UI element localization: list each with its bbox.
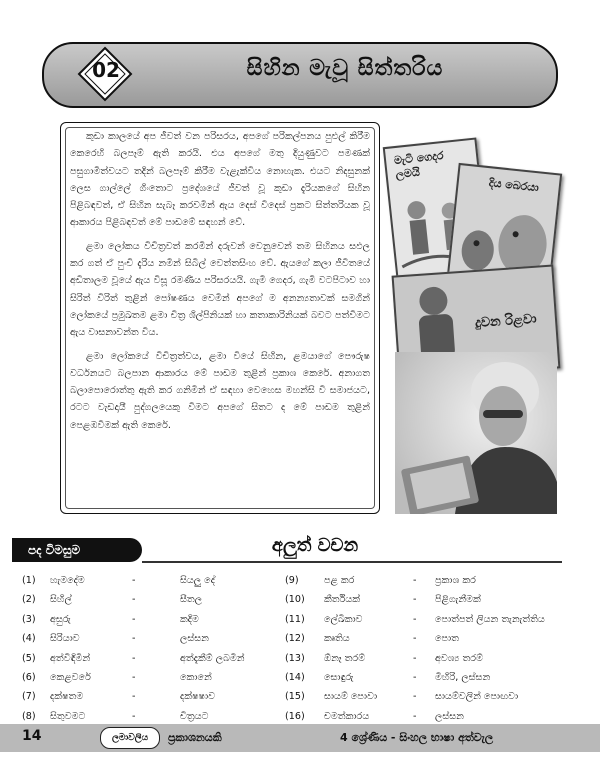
glossary-dash: - [413, 710, 417, 722]
glossary-dash: - [413, 594, 417, 606]
glossary-word: අත්විඳිමින් [50, 652, 91, 664]
glossary-meaning: චිත්‍රයට [180, 710, 209, 722]
glossary-dash: - [132, 671, 136, 683]
glossary-meaning: සියලු දේ [180, 575, 215, 586]
glossary-row [22, 590, 292, 609]
glossary-meaning: සීතල [180, 594, 203, 606]
glossary-meaning: පොත්පත් ලියන තැනැත්තිය [435, 613, 545, 625]
book-cover-2-title: දිය බෙරයා [488, 176, 540, 195]
glossary-row [22, 610, 292, 629]
glossary-dash: - [132, 652, 136, 664]
glossary-dash: - [413, 652, 417, 664]
grade-subject: 4 ශ්‍රේණිය - සිංහල භාෂා අත්වැල [340, 731, 494, 744]
glossary-num: (12) [285, 633, 305, 645]
glossary-num: (6) [22, 671, 36, 683]
glossary-row [22, 687, 292, 706]
glossary-row [285, 687, 585, 706]
glossary-num: (3) [22, 613, 36, 625]
glossary-row [285, 571, 585, 590]
glossary-word: ලේඛිකාව [324, 613, 363, 625]
glossary-meaning: පිළිගැනීමක් [435, 594, 481, 606]
glossary-dash: - [413, 613, 417, 625]
lesson-title: සිහින මැවූ සිත්තරිය [246, 56, 444, 81]
glossary-num: (14) [285, 671, 305, 683]
glossary-dash: - [132, 594, 136, 606]
glossary-dash: - [132, 710, 136, 722]
glossary-dash: - [413, 633, 417, 645]
glossary-num: (15) [285, 691, 305, 703]
glossary-title: අලුත් වචන [271, 535, 359, 556]
glossary-divider [142, 561, 562, 563]
glossary-word: චමත්කාරය [324, 710, 370, 722]
glossary-row [285, 590, 585, 609]
glossary-num: (8) [22, 710, 36, 722]
glossary-meaning: පොත [435, 633, 459, 645]
glossary-row [22, 571, 292, 590]
glossary-dash: - [413, 575, 417, 586]
glossary-word: හැමදේම [50, 575, 85, 586]
page-number: 14 [22, 728, 42, 744]
glossary-num: (11) [285, 613, 305, 625]
glossary-num: (16) [285, 710, 305, 722]
glossary-num: (4) [22, 633, 36, 645]
glossary-word: අසුරු [50, 613, 71, 625]
glossary-meaning: දක්ෂ‍ෂාව [180, 691, 216, 703]
glossary-word: සිහිල් [50, 594, 72, 606]
publisher-name: ප්‍රකාශනයකි [168, 731, 222, 744]
glossary-row [285, 610, 585, 629]
book-cover-1-title: මැටි ගෙදර ලමයි [393, 149, 445, 182]
glossary-num: (13) [285, 652, 305, 664]
glossary-row [22, 668, 292, 687]
glossary-left-column [22, 571, 292, 726]
glossary-meaning: මිහිරි, ලස්සන [435, 671, 491, 683]
glossary-meaning: අවශ්‍ය තරම් [435, 652, 483, 664]
lesson-number: 02 [92, 58, 120, 82]
glossary-word: ඕනෑ තරම් [324, 652, 366, 664]
glossary-dash: - [132, 691, 136, 703]
glossary-num: (2) [22, 594, 36, 606]
reading-paragraph: ළමා ලෝකයේ විචිත්‍රත්වය, ළමා වියේ සිහින, ළමයාගේ පෞරුෂ වර්ධනයට බලපාන ආකාරය මේ පාඩම තුළින් ප්‍රකාශ කෙරේ. අනාගත බලාපොරොත්තු ඇති කර ගනිමින් ඒ සඳහා වෙහෙස මහන්සි වී සමාජයට, රටට වැඩදායී පුද්ගලයෙකු වීමට අපගේ සිතට ද මේ පාඩම තුළින් පෙළඹවීමක් ඇති කෙරේ. [70, 350, 370, 431]
glossary-dash: - [132, 633, 136, 645]
glossary-word: කෙළවරේ [50, 671, 91, 683]
glossary-word: දක්ෂතම [50, 691, 84, 703]
glossary-row [285, 668, 585, 687]
glossary-meaning: ලස්සන [435, 710, 464, 722]
glossary-word: කෘතිය [324, 633, 350, 645]
glossary-dash: - [132, 613, 136, 625]
reading-text [70, 128, 370, 440]
glossary-dash: - [132, 575, 136, 586]
publisher-logo: ලමාවලිය [100, 727, 160, 749]
glossary-word: සිතුවමට [50, 710, 86, 722]
glossary-meaning: ලස්සන [180, 633, 209, 645]
glossary-meaning: අත්දැකීම් ලබමින් [180, 652, 245, 664]
glossary-word: සිරියාව [50, 633, 80, 645]
reading-paragraph: කුඩා කාලයේ අප ජීවත් වන පරිසරය, අපගේ පරිකල්පනය පුළුල් කිරීම කෙරෙහි බලපෑම් ඇති කරයි. එය අපගේ මතු දියුණුවට පමණක් පසුගාමීත්වයට තදින් බලපෑම් කිරීම වැළැක්විය නොහැක. එයට නිදසුනක් ලෙස ගාල්ලේ ගිංතොට ප්‍රදේශයේ ජීවත් වූ කුඩා දැරියකගේ සිහින පිළිබඳවත්, ඒ සිහින සැබෑ කරවමින් ඇය දෙස් විදෙස් ප්‍රකට සිත්තරියක වූ ආකාරය පිළිබඳවත් මේ පාඩමේ සඳහන් වේ. [70, 131, 370, 229]
glossary-num: (9) [285, 575, 299, 586]
glossary-meaning: කොනේ [180, 671, 212, 683]
glossary-dash: - [413, 691, 417, 703]
page-footer [0, 724, 600, 752]
glossary-num: (5) [22, 652, 36, 664]
glossary-dash: - [413, 671, 417, 683]
glossary-label: පද විමසුම [12, 538, 142, 562]
glossary-row [285, 649, 585, 668]
glossary-word: සායම් පොවා [324, 691, 378, 703]
glossary-row [285, 629, 585, 648]
glossary-row [22, 629, 292, 648]
glossary-meaning: කදිම [180, 613, 199, 625]
glossary-num: (7) [22, 691, 36, 703]
reading-paragraph: ළමා ලෝකය විචිත්‍රවත් කරමින් දරුවන් වෙනුවෙන් තම සිහිනය සඵල කර ගත් ඒ පුංචි දැරිය නමින් සිබිල් වෙත්තසිංහ වේ. ඇයගේ කලා ජීවිතයේ අඩිතාලම වූයේ ඇය විසූ රමණීය පරිසරයයි. ගැමි ගෙදර, ගැමි වටපිටාව හා සිරිත් විරිත් තුළින් පෝෂණය වෙමින් අපගේ ම අනන්‍යතාවක් සමගින් ලෝකයේ ප්‍රමුඛතම ළමා චිත්‍ර ශිල්පිනියක් හා කතාකාරිනියක් බවට පත්වීමට ඇය වාසනාවන්ත විය. [70, 240, 370, 339]
glossary-meaning: සායම්වලින් පොඟවා [435, 691, 519, 703]
glossary-num: (10) [285, 594, 305, 606]
book-cover-3-title: දුවන රිළවා [474, 311, 538, 332]
glossary-num: (1) [22, 575, 36, 586]
glossary-right-column [285, 571, 585, 726]
glossary-row [22, 649, 292, 668]
glossary-meaning: ප්‍රකාශ කර [435, 575, 476, 586]
glossary-word: සොඳුරු [324, 671, 354, 683]
glossary-word: කීර්තියක් [324, 594, 361, 606]
artist-photo [395, 352, 557, 514]
glossary-word: පළ කර [324, 575, 355, 586]
